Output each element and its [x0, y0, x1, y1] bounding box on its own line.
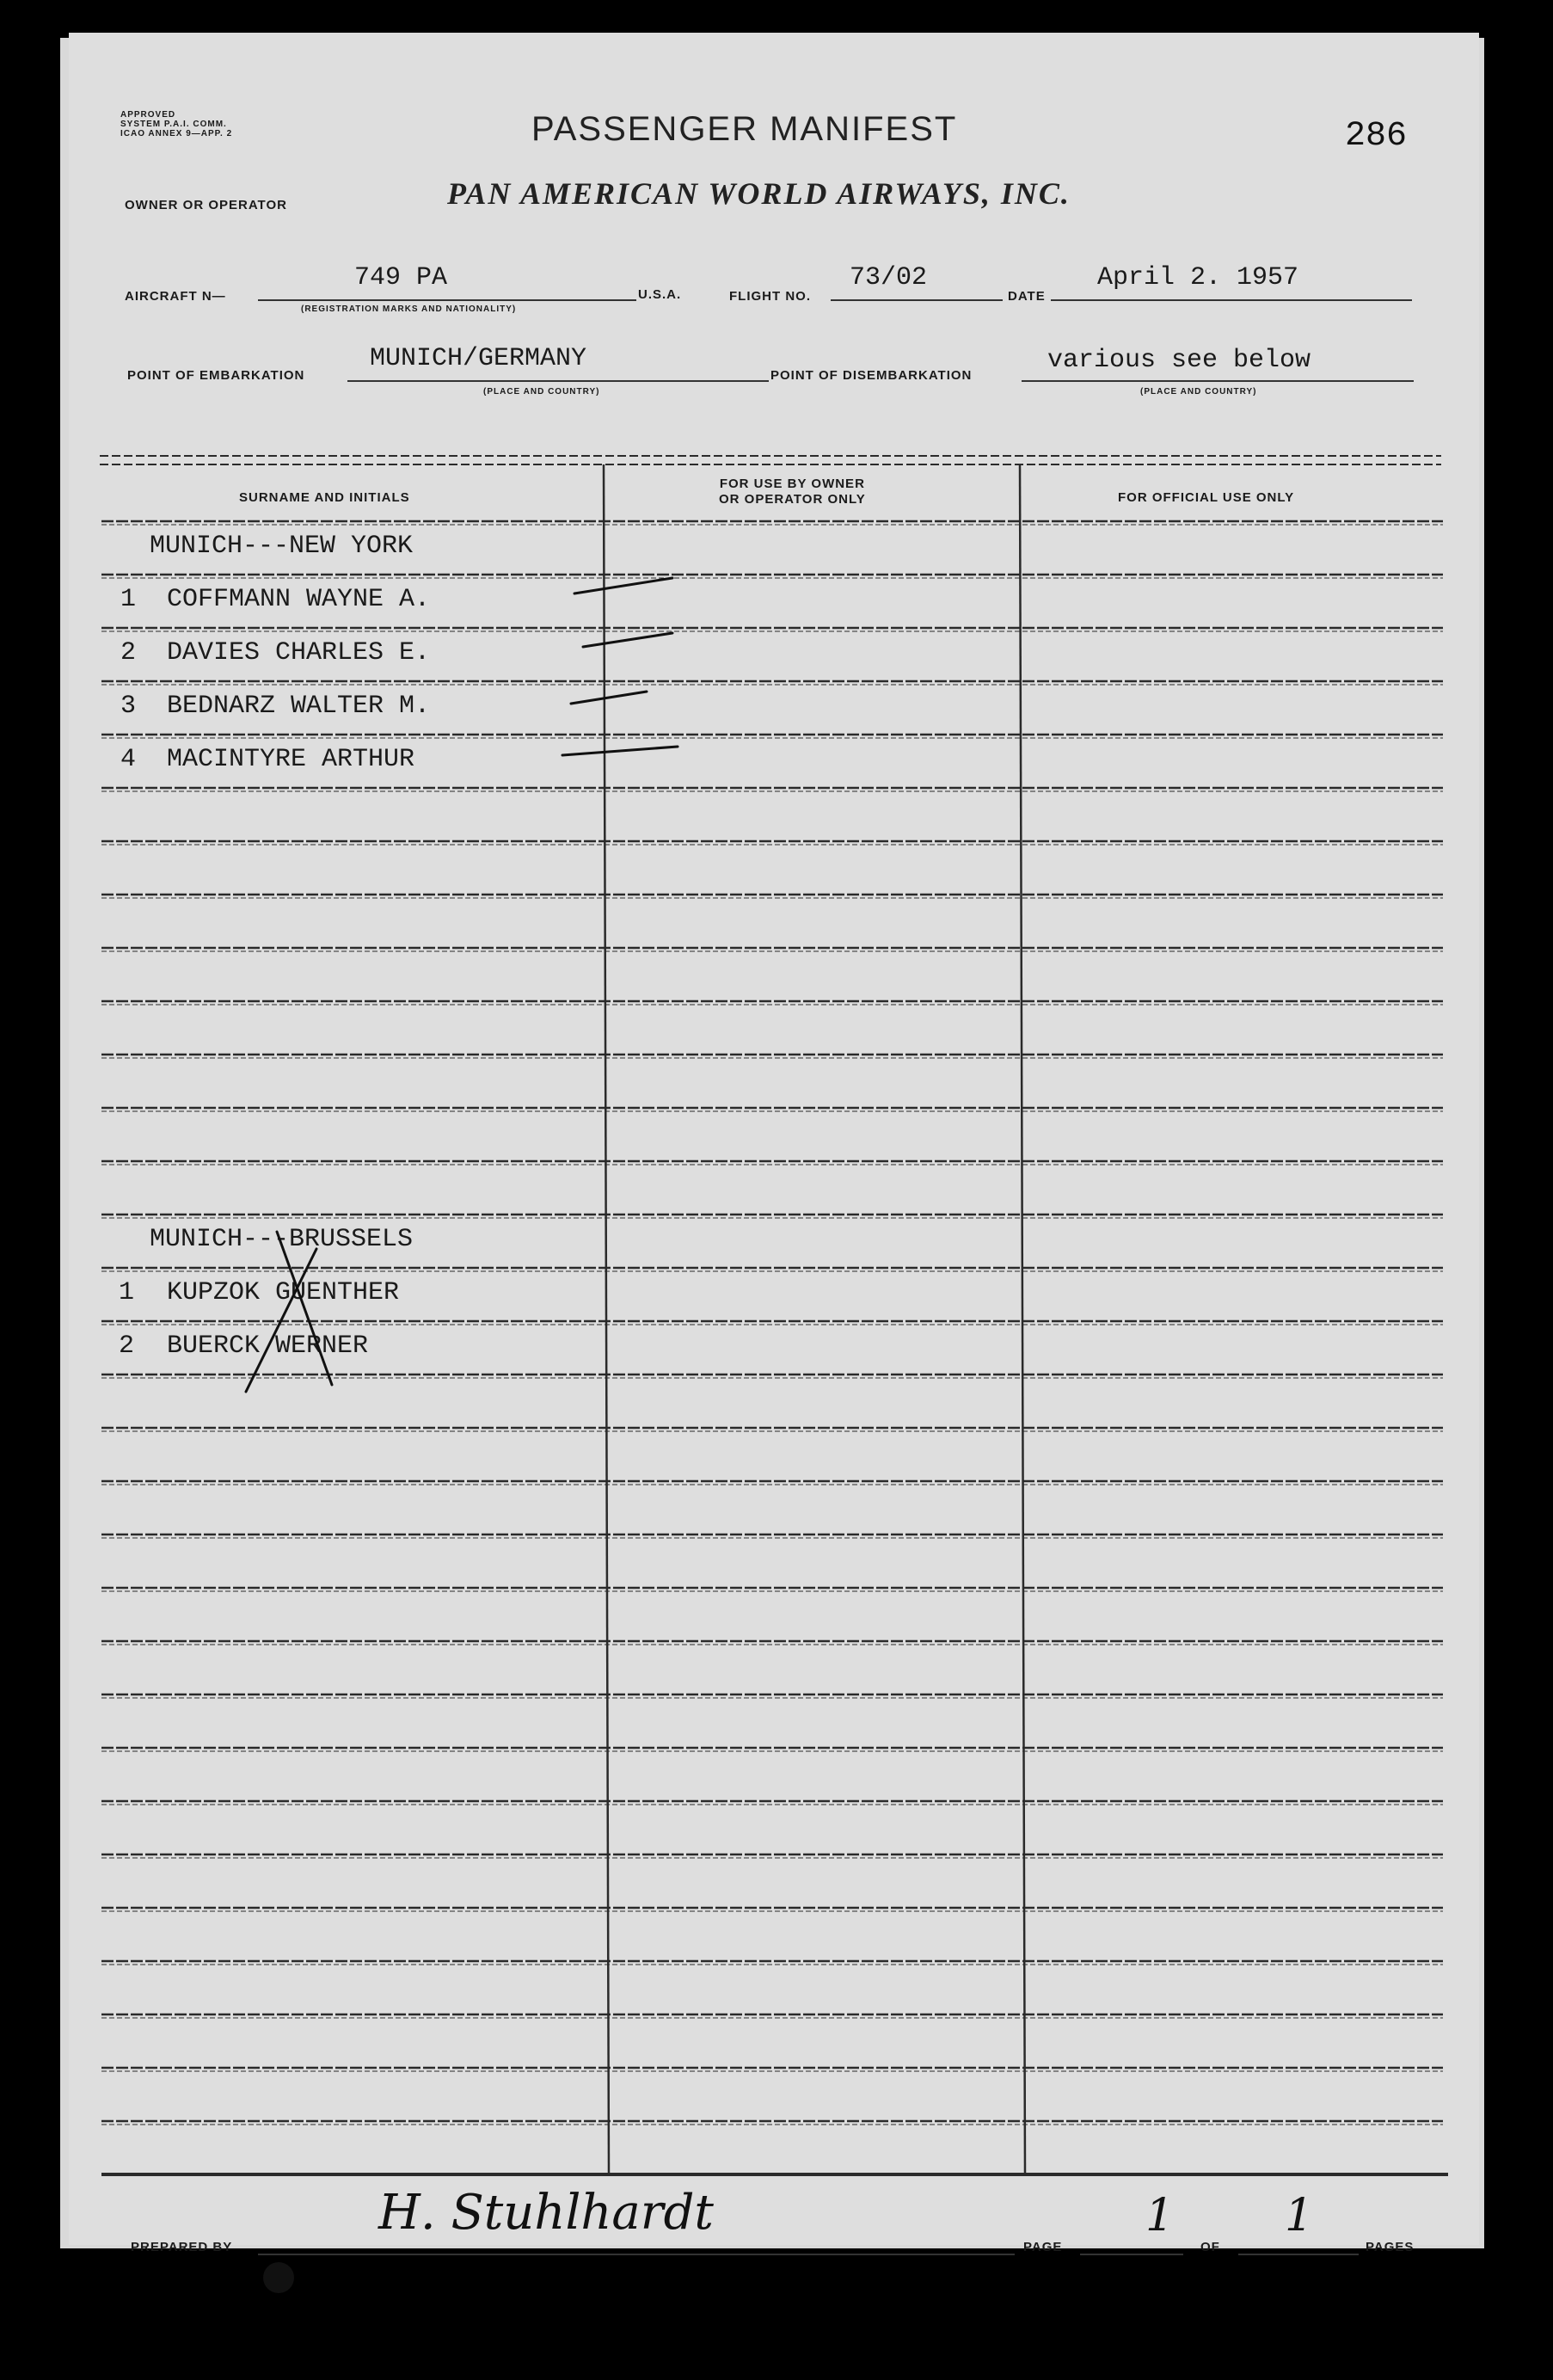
passenger-name: DAVIES CHARLES E.	[167, 638, 431, 667]
check-mark-stroke	[562, 747, 678, 755]
embarkation-value: MUNICH/GERMANY	[370, 344, 587, 373]
page-title: PASSENGER MANIFEST	[531, 110, 958, 148]
pages-label: PAGES	[1366, 2240, 1415, 2254]
aircraft-value: 749 PA	[354, 263, 448, 292]
owner-label: OWNER OR OPERATOR	[125, 198, 287, 212]
passenger-name: COFFMANN WAYNE A.	[167, 585, 431, 614]
page-stamp-number: 286	[1345, 117, 1408, 156]
date-value: April 2. 1957	[1097, 263, 1299, 292]
col-surname-header: SURNAME AND INITIALS	[239, 490, 410, 505]
passenger-number: 1	[119, 1278, 135, 1307]
passenger-number: 2	[119, 1331, 135, 1361]
embarkation-label: POINT OF EMBARKATION	[127, 368, 305, 383]
prepared-by-label: PREPARED BY	[131, 2240, 233, 2254]
col-official-header: FOR OFFICIAL USE ONLY	[1118, 490, 1295, 505]
page-label: PAGE	[1023, 2240, 1063, 2254]
passenger-name: MACINTYRE ARTHUR	[167, 745, 415, 774]
approval-line: ICAO ANNEX 9—APP. 2	[120, 129, 233, 138]
passenger-name: BEDNARZ WALTER M.	[167, 692, 431, 721]
date-label: DATE	[1008, 289, 1046, 304]
passenger-name: BUERCK WERNER	[167, 1331, 369, 1361]
route-heading: MUNICH---BRUSSELS	[150, 1225, 414, 1254]
flight-value: 73/02	[850, 263, 928, 292]
page-value: 1	[1145, 2190, 1175, 2242]
disembarkation-label: POINT OF DISEMBARKATION	[770, 368, 973, 383]
passenger-number: 1	[120, 585, 137, 614]
aircraft-label: AIRCRAFT N—	[125, 289, 226, 304]
passenger-name: KUPZOK GUENTHER	[167, 1278, 400, 1307]
flight-label: FLIGHT NO.	[729, 289, 811, 304]
cross-out-stroke	[277, 1232, 332, 1385]
passenger-number: 2	[120, 638, 137, 667]
of-label: OF	[1200, 2240, 1220, 2254]
check-mark-stroke	[571, 692, 647, 704]
approval-line: SYSTEM P.A.I. COMM.	[120, 120, 227, 129]
check-mark-stroke	[574, 578, 672, 593]
approval-line: APPROVED	[120, 110, 176, 120]
route-heading: MUNICH---NEW YORK	[150, 532, 414, 561]
passenger-number: 4	[120, 745, 137, 774]
owner-value: PAN AMERICAN WORLD AIRWAYS, INC.	[447, 176, 1071, 211]
cross-out-stroke	[246, 1249, 316, 1392]
punch-hole	[263, 2262, 294, 2293]
aircraft-sublabel: (REGISTRATION MARKS AND NATIONALITY)	[301, 304, 517, 314]
of-value: 1	[1285, 2190, 1314, 2242]
signature: H. Stuhlhardt	[378, 2185, 714, 2241]
col-owner-header-line2: OR OPERATOR ONLY	[719, 492, 866, 507]
passenger-number: 3	[120, 692, 137, 721]
check-mark-stroke	[583, 633, 672, 647]
disembarkation-value: various see below	[1047, 346, 1311, 375]
embarkation-sublabel: (PLACE AND COUNTRY)	[483, 387, 600, 397]
disembarkation-sublabel: (PLACE AND COUNTRY)	[1140, 387, 1257, 397]
col-owner-header-line1: FOR USE BY OWNER	[719, 477, 865, 491]
usa-label: U.S.A.	[638, 287, 682, 302]
